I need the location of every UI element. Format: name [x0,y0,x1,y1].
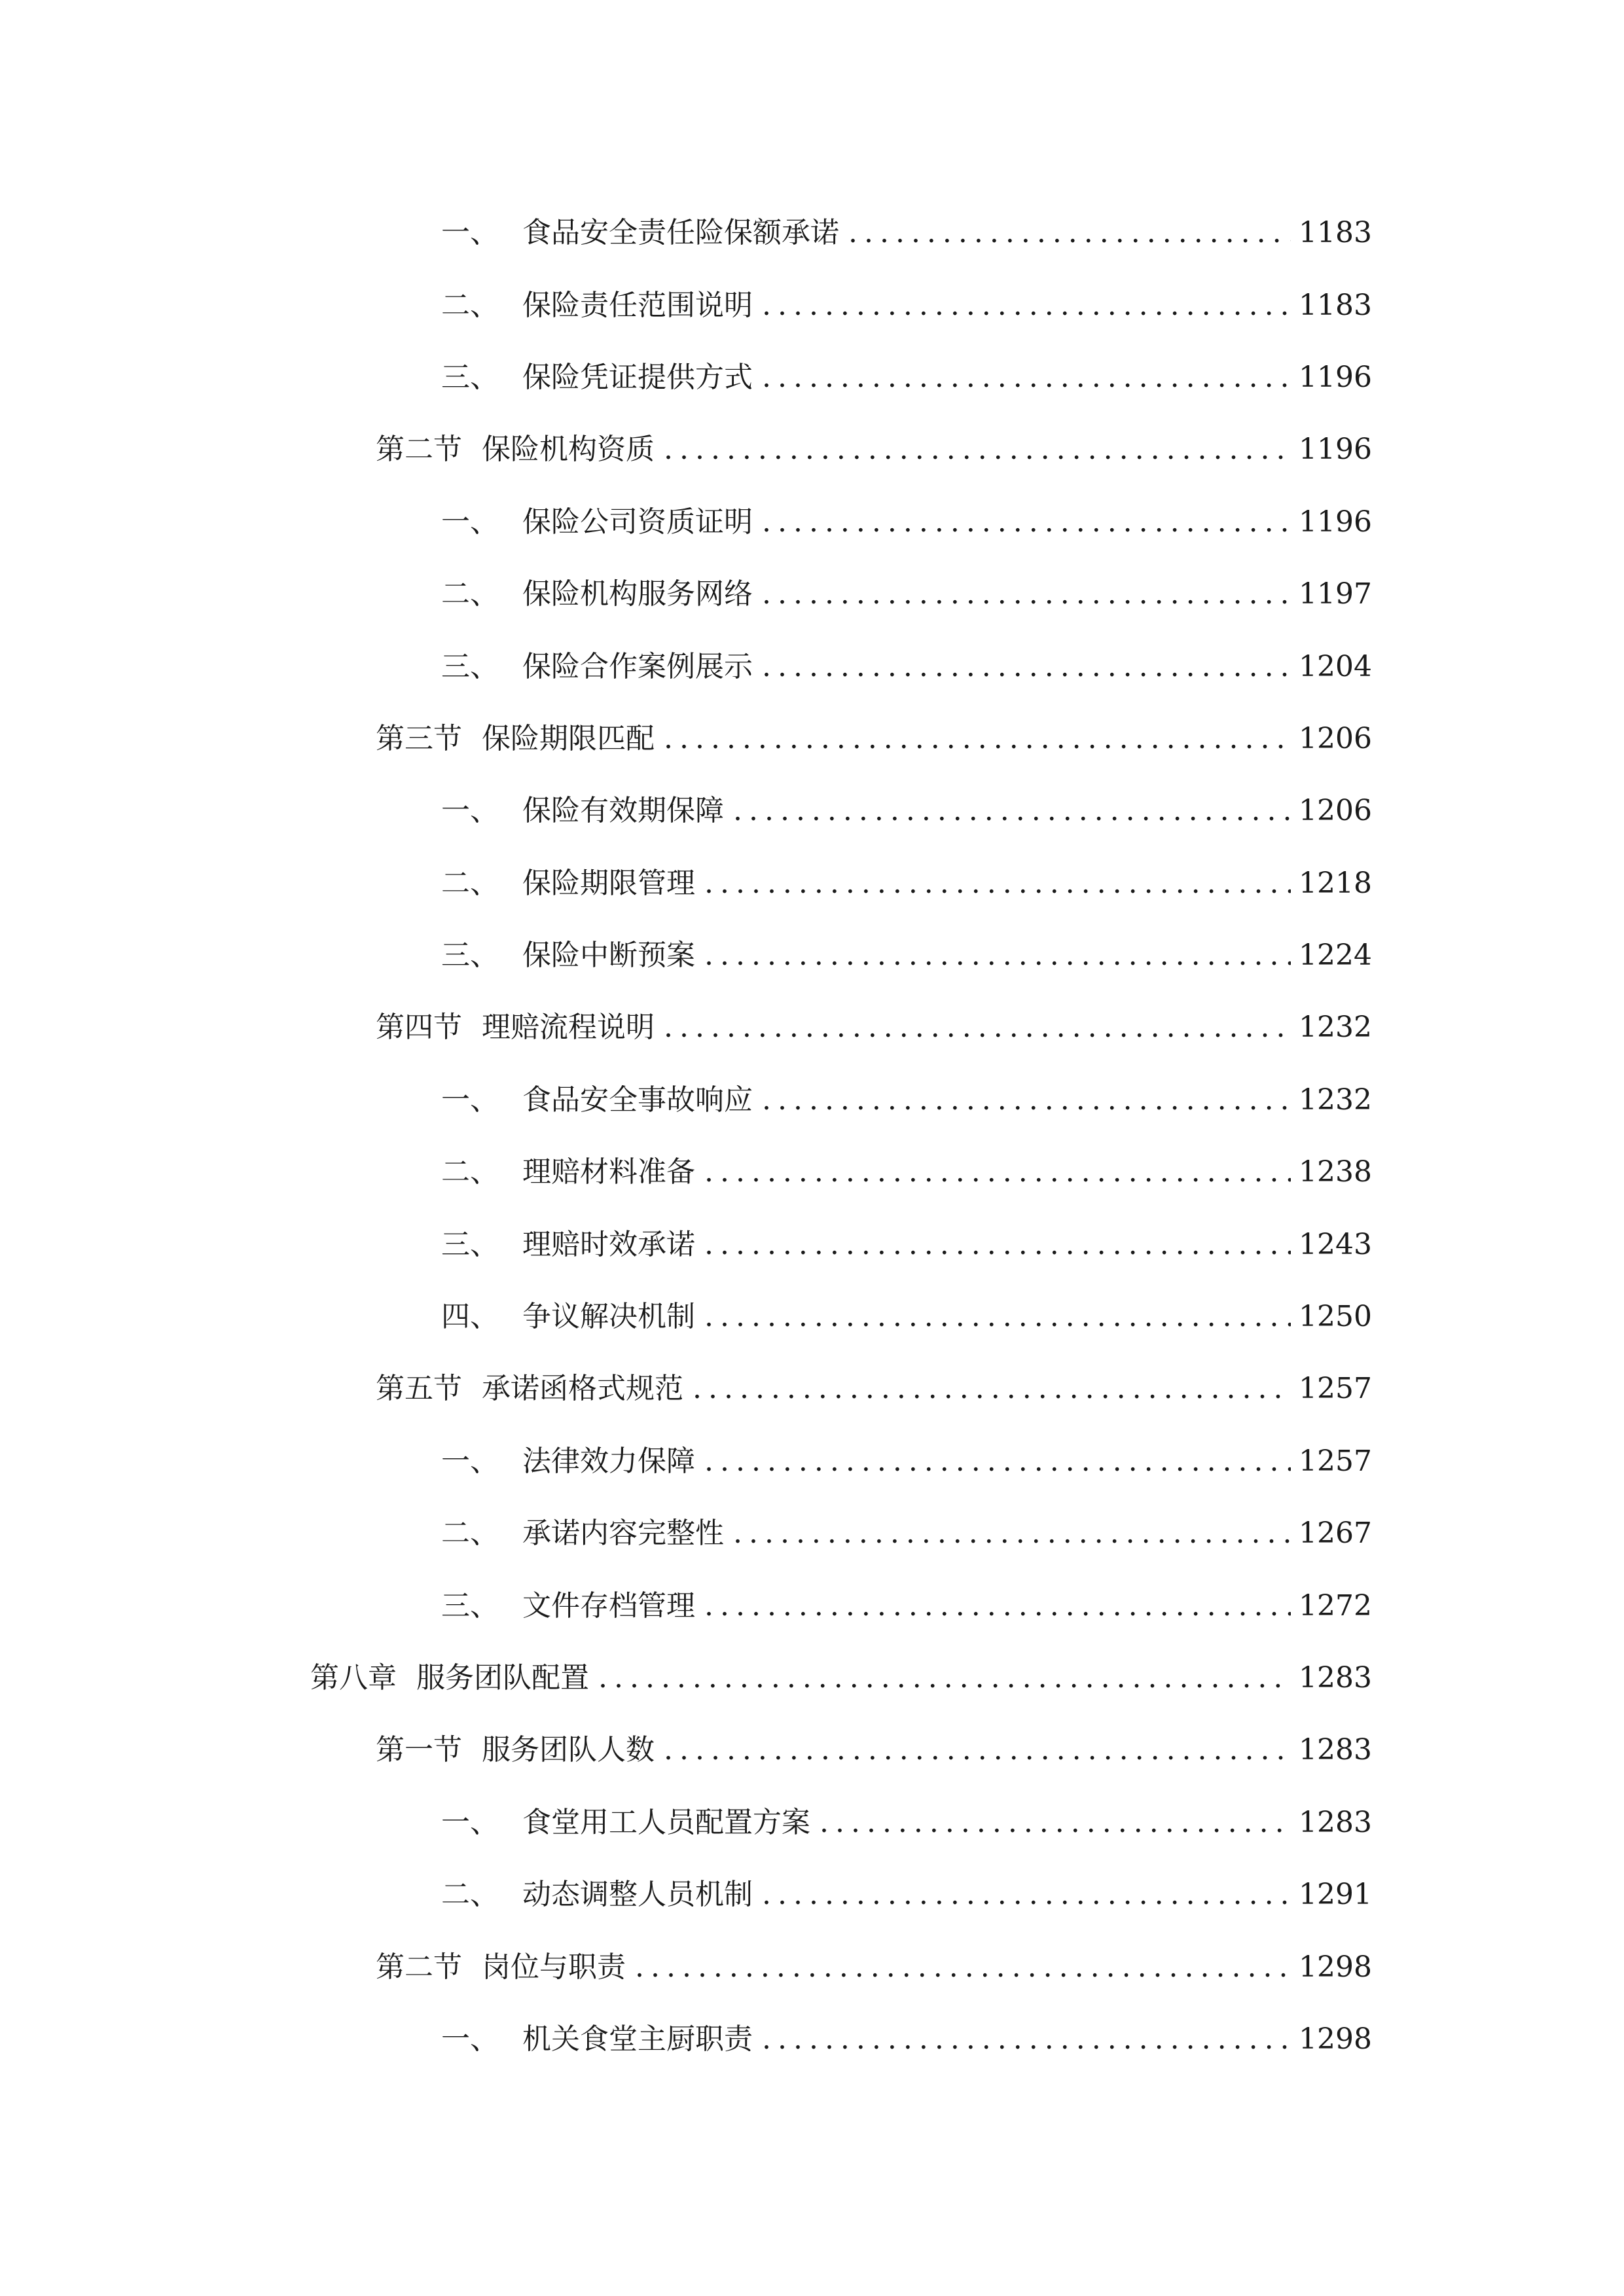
entry-title: 食堂用工人员配置方案 [522,1805,810,1839]
dot-leader [693,1369,1291,1408]
entry-number: 一、 [441,1083,499,1117]
toc-entry[interactable] [0,920,1624,992]
entry-title: 机关食堂主厨职责 [522,2022,753,2056]
entry-number: 二、 [441,1878,499,1912]
entry-number: 一、 [441,505,499,539]
entry-number: 第五节 [376,1372,462,1406]
entry-title: 保险责任范围说明 [522,288,753,322]
entry-title: 保险合作案例展示 [522,649,753,683]
toc-entry[interactable] [0,414,1624,486]
entry-number: 第二节 [376,1950,462,1984]
toc-entry[interactable] [0,1714,1624,1786]
entry-page-number: 1298 [1299,2022,1372,2056]
toc-entry[interactable] [0,486,1624,558]
entry-title: 承诺函格式规范 [482,1372,683,1406]
dot-leader [664,719,1291,759]
dot-leader [664,1731,1291,1770]
entry-page-number: 1267 [1299,1516,1372,1551]
toc-entry[interactable] [0,1353,1624,1425]
entry-page-number: 1283 [1299,1805,1372,1839]
toc-entry[interactable] [0,558,1624,630]
entry-page-number: 1298 [1299,1950,1372,1984]
dot-leader [820,1803,1291,1842]
dot-leader [762,1081,1291,1120]
entry-title: 服务团队配置 [416,1661,589,1695]
dot-leader [848,213,1291,253]
table-of-contents [0,197,1624,2075]
toc-entry[interactable] [0,848,1624,920]
entry-page-number: 1272 [1299,1588,1372,1623]
entry-number: 二、 [441,866,499,900]
entry-title: 理赔时效承诺 [522,1227,695,1261]
entry-number: 三、 [441,1227,499,1261]
toc-entry[interactable] [0,1931,1624,2003]
toc-entry[interactable] [0,1064,1624,1136]
entry-title: 保险中断预案 [522,939,695,973]
entry-page-number: 1204 [1299,649,1372,683]
entry-page-number: 1243 [1299,1227,1372,1261]
dot-leader [733,1514,1291,1553]
entry-page-number: 1283 [1299,1661,1372,1695]
entry-number: 第三节 [376,721,462,755]
entry-page-number: 1283 [1299,1733,1372,1767]
toc-entry[interactable] [0,1426,1624,1498]
toc-entry[interactable] [0,1498,1624,1570]
dot-leader [704,1153,1291,1192]
entry-title: 保险期限管理 [522,866,695,900]
entry-page-number: 1197 [1299,577,1372,611]
entry-title: 保险公司资质证明 [522,505,753,539]
entry-page-number: 1183 [1299,216,1372,250]
entry-number: 二、 [441,1155,499,1189]
dot-leader [704,864,1291,903]
entry-title: 保险有效期保障 [522,794,724,828]
dot-leader [762,286,1291,325]
entry-number: 一、 [441,1444,499,1478]
dot-leader [704,1297,1291,1336]
entry-number: 一、 [441,1805,499,1839]
entry-number: 第一节 [376,1733,462,1767]
entry-number: 三、 [441,939,499,973]
entry-number: 一、 [441,216,499,250]
entry-title: 理赔材料准备 [522,1155,695,1189]
entry-number: 二、 [441,577,499,611]
entry-title: 服务团队人数 [482,1733,655,1767]
entry-title: 理赔流程说明 [482,1011,655,1045]
toc-entry[interactable] [0,197,1624,269]
entry-title: 保险机构服务网络 [522,577,753,611]
dot-leader [635,1948,1291,1987]
entry-page-number: 1196 [1299,505,1372,539]
entry-title: 保险凭证提供方式 [522,360,753,394]
entry-number: 二、 [441,1516,499,1551]
toc-entry[interactable] [0,703,1624,775]
entry-page-number: 1291 [1299,1878,1372,1912]
toc-entry[interactable] [0,1787,1624,1859]
entry-page-number: 1206 [1299,721,1372,755]
entry-title: 保险期限匹配 [482,721,655,755]
entry-title: 法律效力保障 [522,1444,695,1478]
entry-title: 承诺内容完整性 [522,1516,724,1551]
entry-page-number: 1224 [1299,939,1372,973]
entry-page-number: 1183 [1299,288,1372,322]
entry-number: 三、 [441,360,499,394]
entry-page-number: 1238 [1299,1155,1372,1189]
entry-title: 文件存档管理 [522,1588,695,1623]
entry-page-number: 1250 [1299,1300,1372,1334]
toc-entry[interactable] [0,342,1624,414]
dot-leader [762,647,1291,687]
entry-page-number: 1232 [1299,1011,1372,1045]
entry-title: 岗位与职责 [482,1950,626,1984]
entry-page-number: 1257 [1299,1444,1372,1478]
dot-leader [762,503,1291,542]
dot-leader [762,575,1291,614]
toc-entry[interactable] [0,2003,1624,2075]
dot-leader [704,1442,1291,1481]
dot-leader [704,1587,1291,1626]
entry-number: 第四节 [376,1011,462,1045]
entry-page-number: 1257 [1299,1372,1372,1406]
entry-number: 三、 [441,1588,499,1623]
entry-page-number: 1196 [1299,360,1372,394]
entry-number: 一、 [441,2022,499,2056]
toc-entry[interactable] [0,1136,1624,1208]
toc-entry[interactable] [0,992,1624,1064]
entry-title: 食品安全事故响应 [522,1083,753,1117]
entry-title: 保险机构资质 [482,433,655,467]
entry-number: 二、 [441,288,499,322]
dot-leader [664,1008,1291,1047]
toc-entry[interactable] [0,269,1624,341]
entry-number: 第八章 [310,1661,397,1695]
toc-entry[interactable] [0,775,1624,847]
toc-entry[interactable] [0,1570,1624,1641]
dot-leader [704,936,1291,975]
entry-page-number: 1218 [1299,866,1372,900]
entry-number: 一、 [441,794,499,828]
dot-leader [733,791,1291,831]
toc-entry[interactable] [0,1208,1624,1280]
dot-leader [704,1225,1291,1265]
dot-leader [762,358,1291,397]
toc-entry[interactable] [0,1859,1624,1931]
entry-page-number: 1232 [1299,1083,1372,1117]
entry-page-number: 1196 [1299,433,1372,467]
entry-title: 食品安全责任险保额承诺 [522,216,839,250]
dot-leader [598,1659,1291,1698]
entry-page-number: 1206 [1299,794,1372,828]
toc-entry[interactable] [0,630,1624,702]
dot-leader [762,2020,1291,2059]
entry-title: 争议解决机制 [522,1300,695,1334]
entry-number: 四、 [441,1300,499,1334]
entry-number: 第二节 [376,433,462,467]
toc-entry[interactable] [0,1642,1624,1714]
entry-number: 三、 [441,649,499,683]
toc-entry[interactable] [0,1281,1624,1353]
entry-title: 动态调整人员机制 [522,1878,753,1912]
dot-leader [664,430,1291,469]
dot-leader [762,1875,1291,1914]
